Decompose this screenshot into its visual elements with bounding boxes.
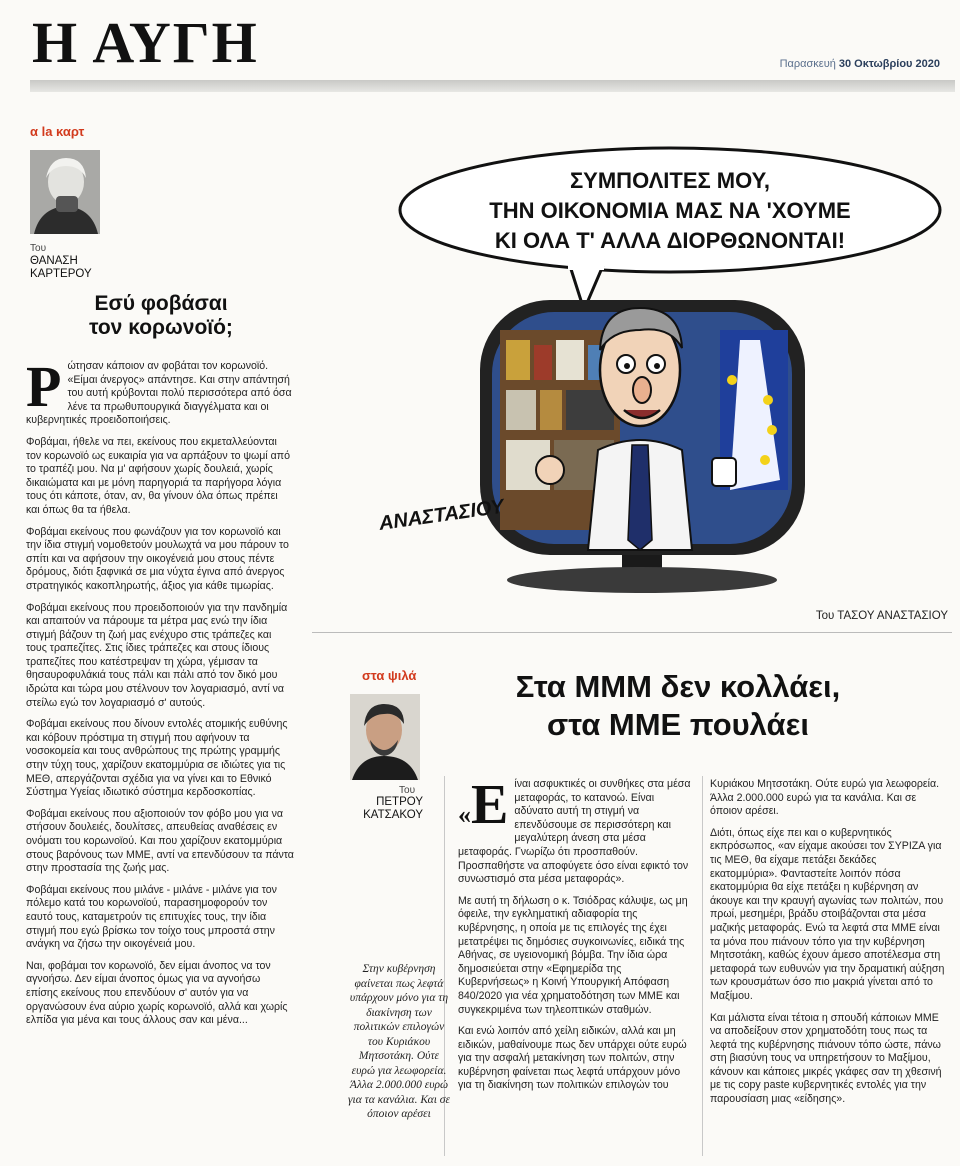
left-byline-prefix: Του [30,243,47,254]
right-kicker: στα ψιλά [362,668,417,683]
masthead-rule [30,80,955,92]
right-headline [458,668,898,744]
speech-line1: ΣΥΜΠΟΛΙΤΕΣ ΜΟΥ, [569,168,771,193]
left-paragraph: Φοβάμαι εκείνους που προειδοποιούν για την πανδημία και απαιτούν να πάρουμε τα μέτρα μας ενώ την ίδια στιγμή βάζουν τη ζωή μας ενέχυρο στις τράπεζες και τους τραπεζίτες. Στις ίδιες τράπεζες και στους ίδιους τραπεζίτες που κατέστρεψαν τη χώρα, γέμισαν τα θησαυροφυλάκιά τους πάλι και πάλι από τον δικό μου ιδρώτα και τώρα μου στέλνουν τον λογαριασμό, αντί να στείλω εγώ τον λογαριασμό σ' αυτούς. [26,601,288,709]
left-paragraph: Ρώτησαν κάποιον αν φοβάται τον κορωνοϊό. «Είμαι άνεργος» απάντησε. Και στην απάντησή του αυτή κρύβονται πολύ περισσότερα από όσα λένε τα πρωθυπουργικά διαγγέλματα και οι κυβερνητικές προειδοποιήσεις. [26,354,292,427]
left-dropcap: Ρ [26,354,62,419]
right-headline-line2: στα ΜΜΕ πουλάει [547,707,809,742]
left-paragraph: Φοβάμαι εκείνους που αξιοποιούν τον φόβο μου για να στήσουν δουλειές, δουλίτσες, απευθείας αναθέσεις εν ονόματι του κορωνοϊού. Και που χαρίζουν εκατομμύρια στους βαρόνους των ΜΜΕ, αντί να επενδύσουν τα πάντα στην προστασία της ζωής μας. [26,807,294,875]
left-article-body [26,354,294,1036]
left-kicker: α la καρτ [30,124,85,139]
right-article-col3 [710,778,946,1115]
right-paragraph: Και μάλιστα είναι τέτοια η σπουδή κάποιων ΜΜΕ να αποδείξουν στον χρηματοδότη τους πως τα λεφτά της κυβέρνησης πιάνουν τόπο ώστε, πάνω στη βιασύνη τους να υπηρετήσουν το Μαξίμου, κάνουν και κάποιες μικρές γκάφες σαν τη χθεσινή με τις copy paste κυβερνητικές εντολές για την παρουσίαση μιας «είδησης». [710,1011,942,1106]
right-paragraph: Κυριάκου Μητσοτάκη. Ούτε ευρώ για λεωφορεία. Άλλα 2.000.000 ευρώ για τα κανάλια. Και σε όποιον αρέσει. [710,778,940,818]
right-byline-prefix: Του [399,785,416,796]
speech-line3: ΚΙ ΟΛΑ Τ' ΑΛΛΑ ΔΙΟΡΘΩΝΟΝΤΑΙ! [494,228,846,253]
column-rule [702,776,703,1156]
left-author-line1: ΘΑΝΑΣΗ [30,255,78,267]
left-paragraph: Φοβάμαι εκείνους που φωνάζουν για τον κορωνοϊό και την ίδια στιγμή νομοθετούν μουλωχτά να μου πάρουν το σπίτι και να αφήσουν την οικογένειά μου στους πέντε δρόμους, διότι ξαφνικά σε μια νύχτα έγινα από άνεργος στρατηγικός κακοπληρωτής, άξιος για κάθε τιμωρίας. [26,525,289,592]
speech-line2: ΤΗΝ ΟΙΚΟΝΟΜΙΑ ΜΑΣ ΝΑ 'ΧΟΥΜΕ [489,198,851,223]
cartoon-credit-name: ΤΑΣΟΥ ΑΝΑΣΤΑΣΙΟΥ [837,610,948,622]
section-divider [312,632,952,633]
right-paragraph: Διότι, όπως είχε πει και ο κυβερνητικός εκπρόσωπος, «αν είχαμε ακούσει τον ΣΥΡΙΖΑ για τις ΜΕΘ, θα είχαμε πετάξει δεκάδες εκατομμύρια». Φανταστείτε λοιπόν πόσα εκατομμύρια θα είχε πετάξει η κυβέρνηση αν άκουγε και την κραυγή αγωνίας των πολιτών, που πρωί, μεσημέρι, βράδυ στοιβάζονται στα μέσα μαζικής μεταφοράς. Ενώ τα λεφτά στα ΜΜΕ είναι τα μόνα που πιάνουν τόπο για την κυβέρνηση Μητσοτάκη, καθώς έχουν άμεσο αποτέλεσμα στη μεταφορά των ευθυνών για την δραματική αύξηση των κρουσμάτων όσο πιο μακριά γίνεται από το Μαξίμου. [710,826,945,1002]
cartoon-credit-prefix: Του [815,610,835,622]
left-paragraph: Φοβάμαι εκείνους που δίνουν εντολές ατομικής ευθύνης και κόβουν πρόστιμα τη στιγμή που αφήνουν τα νοσοκομεία και τους ανθρώπους της πρώτης γραμμής στην τύχη τους, χαρίζουν εκατομμύρια σε ιδιώτες για τις ΜΕΘ, απεργάζονται σχέδια για να γίνει και το Εθνικό Σύστημα Υγείας ιδιωτικό σύστημα κερδοσκοπίας. [26,718,288,799]
right-author-line1: ΠΕΤΡΟΥ [376,796,423,808]
right-dropcap: «Ε [458,774,509,836]
left-headline-line1: Εσύ φοβάσαι [94,292,228,315]
dateline [780,58,940,70]
pullquote: Στην κυβέρνηση φαίνεται πως λεφτά υπάρχουν μόνο για τη διακίνηση των πολιτικών επιλογών του Κυριάκου Μητσοτάκη. Ούτε ευρώ για λεωφορεία. Άλλα 2.000.000 ευρώ για τα κανάλια. Και σε όποιον αρέσει [348,963,450,1120]
cartoon-credit [816,610,948,622]
cartoon-signature: ΑΝΑΣΤΑΣΙΟΥ [377,495,506,535]
right-paragraph: Και ενώ λοιπόν από χείλη ειδικών, αλλά και μη ειδικών, μαθαίνουμε πως δεν υπάρχει ούτε ευρώ για την ασφαλή μετακίνηση των πολιτών, στην κυβέρνηση φαίνεται πως λεφτά υπάρχουν μόνο για τη διακίνηση των πολιτικών επιλογών του [458,1025,687,1092]
left-paragraph: Φοβάμαι, ήθελε να πει, εκείνους που εκμεταλλεύονται τον κορωνοϊό ως ευκαιρία για να αρπάξουν το ψωμί από το τραπέζι μου. Να μ' αφήσουν χωρίς δουλειά, χωρίς δικαιώματα και με μόνη παρηγοριά τα παρήγορα λόγια τους ότι κάποτε, όταν, αν, θα γίνουν όλα όπως πρέπει και όπως θα τα ήθελα. [26,435,290,516]
right-author-line2: ΚΑΤΣΑΚΟΥ [363,809,423,821]
editorial-cartoon [340,140,950,600]
right-paragraph: Με αυτή τη δήλωση ο κ. Τσιόδρας κάλυψε, ως μη όφειλε, την εγκληματική αδιαφορία της κυβέρνησης, η οποία με τις επιλογές της έχει μετατρέψει τις δημόσιες συγκοινωνίες, ειδικά της Αθήνας, σε υγειονομική βόμβα. Την ίδια ώρα δημοσιεύεται στην «Εφημερίδα της Κυβερνήσεως» η Κοινή Υπουργική Απόφαση 840/2020 για νέα χρηματοδότηση των ΜΜΕ και συγκεκριμένα των τηλεοπτικών σταθμών. [458,894,688,1016]
dateline-day: Παρασκευή [779,58,836,70]
author-photo-katsakos [350,694,420,780]
right-article-col2 [458,774,694,1101]
left-headline [26,292,296,340]
left-paragraph: Ναι, φοβάμαι τον κορωνοϊό, δεν είμαι άνοπος να τον αγνοήσω. Δεν είμαι άνοπος όμως για να αγνοήσω επίσης εκείνους που επενδύουν σ' αυτόν για να οργανώσουν ένα αύριο χωρίς κορωνοϊό, αλλά και χωρίς ελπίδα για μένα και τους άλλους σαν και μένα... [26,959,288,1027]
left-author-line2: ΚΑΡΤΕΡΟΥ [30,268,92,280]
right-paragraph: «Ε ίναι ασφυκτικές οι συνθήκες στα μέσα μεταφοράς, το κατανοώ. Είναι αδύνατο αυτή τη στιγμή να επενδύσουμε σε περισσότερη και μεγαλύτερη άνεση στα μέσα μεταφοράς. Γνωρίζω ότι προσπαθούν. Προσπαθήστε να αποφύγετε όσο είναι εφικτό τον συνωστισμό στα μέσα μεταφοράς». [458,774,691,886]
author-photo-karteros [30,150,100,234]
masthead-title: Η ΑΥΓΗ [32,10,259,75]
left-headline-line2: τον κορωνοϊό; [89,316,233,339]
left-paragraph: Φοβάμαι εκείνους που μιλάνε - μιλάνε - μιλάνε για τον πόλεμο κατά του κορωνοϊού, παρασημοφορούν τον εαυτό τους, καταμετρούν τις επιτυχίες τους, την ίδια στιγμή που εγώ βρίσκω τον τοίχο τους μπροστά στην ανάγκη να ζήσω την οικογένειά μου. [26,883,277,951]
dateline-date: 30 Οκτωβρίου 2020 [838,58,940,70]
right-headline-line1: Στα ΜΜΜ δεν κολλάει, [515,669,841,704]
